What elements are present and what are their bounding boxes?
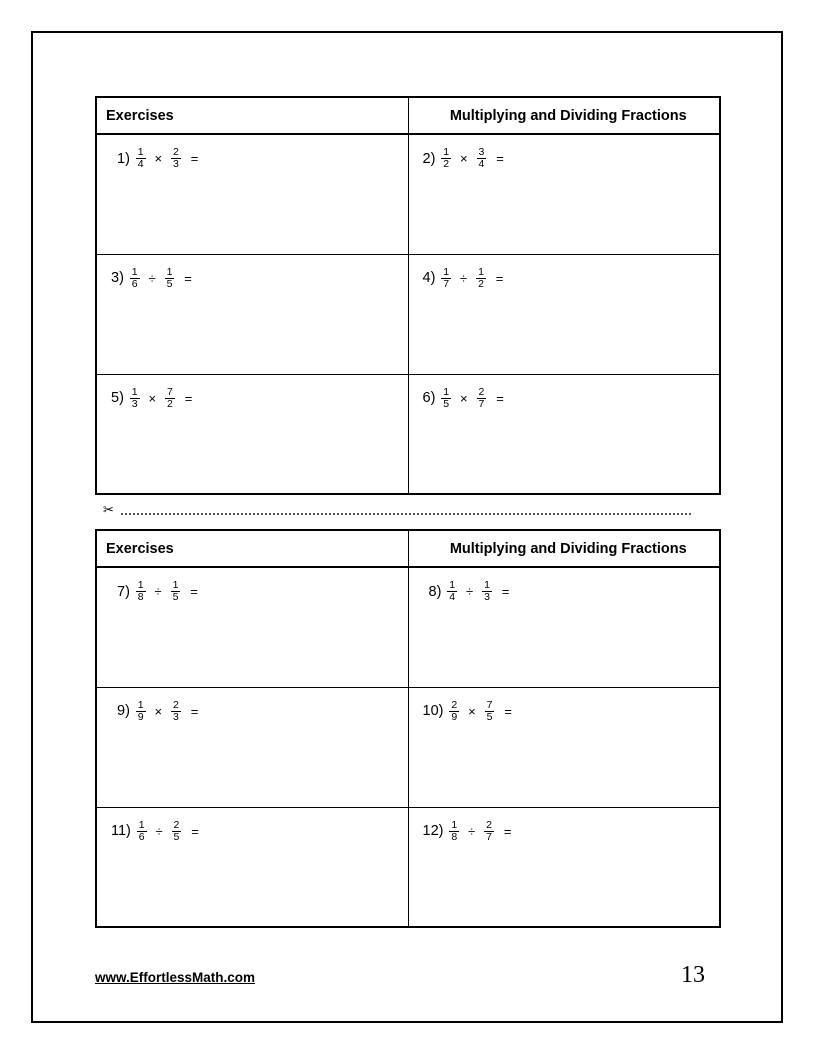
operator-icon: × (468, 703, 476, 719)
fraction-second: $\frac{1}{5}$ (172, 579, 179, 604)
page-footer (95, 962, 721, 1008)
problem-cell-1[interactable] (96, 134, 408, 254)
operator-icon: × (154, 151, 163, 167)
operator-icon: × (148, 390, 157, 406)
worksheet-table-2 (95, 529, 721, 928)
equals-sign: = (191, 823, 199, 839)
fraction-second: $\frac{2}{3}$ (173, 146, 179, 171)
problem-cell-11[interactable] (96, 807, 408, 927)
problem-cell-8[interactable] (408, 567, 720, 687)
problem-row (96, 807, 720, 927)
effortless-math-link[interactable]: www.EffortlessMath.com (95, 970, 256, 985)
fraction-first: $\frac{1}{5}$ (443, 385, 450, 410)
problem-cell-2[interactable] (408, 134, 720, 254)
fraction-second: $\frac{1}{2}$ (478, 265, 484, 290)
operator-icon: × (154, 703, 163, 719)
equals-sign: = (184, 390, 193, 406)
problem-cell-5[interactable] (96, 374, 408, 494)
equals-sign: = (496, 390, 504, 406)
problem-row (96, 687, 720, 807)
fraction-second: $\frac{2}{3}$ (173, 698, 179, 723)
fraction-first: $\frac{1}{9}$ (137, 698, 144, 723)
problem-row (96, 134, 720, 254)
problem-cell-6[interactable] (408, 374, 720, 494)
worksheet-header-right: Multiplying and Dividing Fractions (408, 530, 720, 567)
problem-number: 2) (422, 150, 436, 167)
fraction-second: $\frac{1}{5}$ (166, 265, 173, 290)
operator-icon: ÷ (155, 823, 163, 839)
operator-icon: × (460, 390, 468, 406)
worksheet-header-row (96, 97, 720, 134)
worksheet-header-row (96, 530, 720, 567)
worksheet-content (95, 96, 721, 928)
fraction-second: $\frac{7}{5}$ (486, 698, 493, 723)
problem-cell-10[interactable] (408, 687, 720, 807)
operator-icon: ÷ (466, 584, 474, 600)
equals-sign: = (495, 270, 504, 286)
worksheet-header-right: Multiplying and Dividing Fractions (408, 97, 720, 134)
problem-number: 1) (117, 150, 130, 167)
fraction-first: $\frac{1}{3}$ (131, 385, 138, 410)
problem-number: 5) (111, 390, 124, 407)
fraction-first: $\frac{1}{6}$ (138, 818, 145, 843)
equals-sign: = (504, 703, 512, 719)
problem-cell-9[interactable] (96, 687, 408, 807)
problem-number: 7) (117, 583, 130, 600)
fraction-second: $\frac{7}{2}$ (167, 385, 173, 410)
fraction-first: $\frac{2}{9}$ (451, 698, 458, 723)
operator-icon: ÷ (154, 584, 162, 600)
equals-sign: = (190, 151, 199, 167)
problem-number: 8) (428, 583, 442, 600)
equals-sign: = (184, 270, 192, 286)
equals-sign: = (503, 823, 512, 839)
problem-row (96, 374, 720, 494)
problem-row (96, 567, 720, 687)
problem-row (96, 254, 720, 374)
problem-number: 9) (117, 703, 130, 720)
operator-icon: × (460, 151, 468, 167)
fraction-second: $\frac{1}{3}$ (484, 579, 490, 604)
problem-number: 6) (422, 390, 436, 407)
operator-icon: ÷ (468, 823, 476, 839)
operator-icon: ÷ (148, 270, 156, 286)
equals-sign: = (501, 584, 510, 600)
fraction-second: $\frac{2}{5}$ (173, 818, 180, 843)
problem-number: 11) (111, 823, 131, 840)
fraction-second: $\frac{2}{7}$ (478, 385, 485, 410)
dotted-divider (121, 513, 691, 515)
cut-line (95, 501, 721, 525)
problem-number: 12) (422, 823, 444, 840)
page-number: 13 (681, 962, 705, 988)
problem-cell-12[interactable] (408, 807, 720, 927)
problem-number: 4) (422, 270, 436, 287)
fraction-first: $\frac{1}{7}$ (443, 265, 450, 290)
problem-cell-3[interactable] (96, 254, 408, 374)
worksheet-header-left: Exercises (96, 97, 408, 134)
problem-cell-4[interactable] (408, 254, 720, 374)
operator-icon: ÷ (460, 270, 468, 286)
problem-number: 10) (422, 703, 444, 720)
worksheet-table-1 (95, 96, 721, 495)
fraction-first: $\frac{1}{2}$ (443, 146, 450, 171)
equals-sign: = (190, 584, 198, 600)
fraction-second: $\frac{2}{7}$ (486, 818, 492, 843)
fraction-first: $\frac{1}{8}$ (137, 579, 144, 604)
fraction-second: $\frac{3}{4}$ (478, 146, 485, 171)
equals-sign: = (190, 703, 199, 719)
fraction-first: $\frac{1}{4}$ (137, 146, 144, 171)
fraction-first: $\frac{1}{6}$ (131, 265, 138, 290)
scissors-icon: ✂ (103, 502, 114, 517)
worksheet-header-left: Exercises (96, 530, 408, 567)
fraction-first: $\frac{1}{4}$ (449, 579, 456, 604)
equals-sign: = (496, 151, 504, 167)
problem-cell-7[interactable] (96, 567, 408, 687)
problem-number: 3) (111, 270, 124, 287)
fraction-first: $\frac{1}{8}$ (451, 818, 458, 843)
